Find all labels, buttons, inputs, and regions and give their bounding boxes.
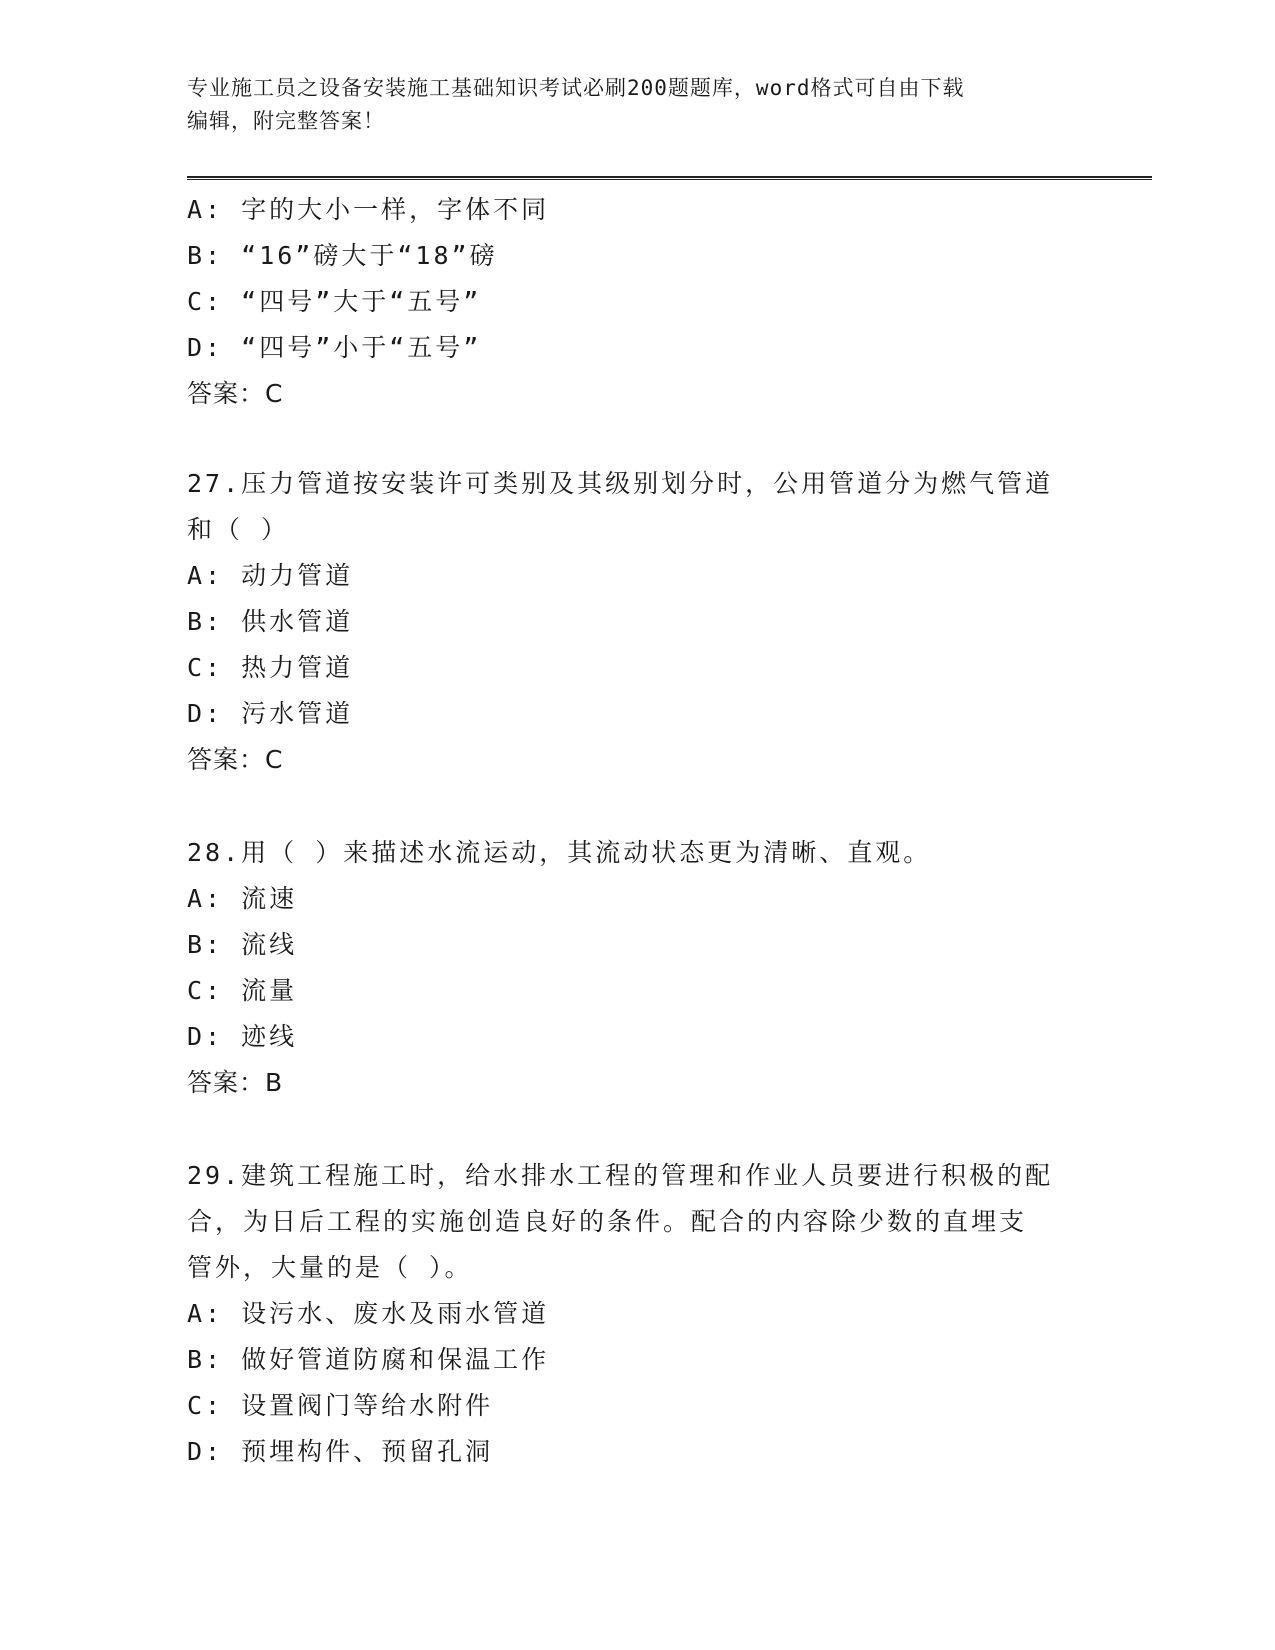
option-d: D: “四号”小于“五号” bbox=[187, 333, 482, 362]
question-text: 和（ ） bbox=[187, 515, 290, 544]
document-header bbox=[187, 72, 1067, 138]
question-text: 管外，大量的是（ ）。 bbox=[187, 1253, 473, 1282]
option-c: C: 热力管道 bbox=[187, 653, 354, 682]
header-line-1: 专业施工员之设备安装施工基础知识考试必刷200题题库，word格式可自由下载 bbox=[187, 76, 965, 100]
question-28 bbox=[187, 830, 1087, 1106]
question-text: 29.建筑工程施工时，给水排水工程的管理和作业人员要进行积极的配 bbox=[187, 1161, 1054, 1190]
option-d: D: 污水管道 bbox=[187, 699, 354, 728]
option-b: B: 流线 bbox=[187, 930, 298, 959]
option-a: A: 字的大小一样，字体不同 bbox=[187, 195, 550, 224]
answer: 答案：C bbox=[187, 379, 284, 408]
answer: 答案：C bbox=[187, 745, 284, 774]
question-text: 合，为日后工程的实施创造良好的条件。配合的内容除少数的直埋支 bbox=[187, 1207, 1028, 1236]
question-text: 27.压力管道按安装许可类别及其级别划分时，公用管道分为燃气管道 bbox=[187, 469, 1054, 498]
option-c: C: 流量 bbox=[187, 976, 298, 1005]
spacer bbox=[187, 1106, 1087, 1153]
option-a: A: 动力管道 bbox=[187, 561, 354, 590]
question-29 bbox=[187, 1153, 1087, 1475]
spacer bbox=[187, 417, 1087, 461]
option-c: C: “四号”大于“五号” bbox=[187, 287, 482, 316]
question-26 bbox=[187, 187, 1087, 417]
option-d: D: 预埋构件、预留孔洞 bbox=[187, 1437, 494, 1466]
option-c: C: 设置阀门等给水附件 bbox=[187, 1391, 494, 1420]
spacer bbox=[187, 783, 1087, 830]
option-a: A: 流速 bbox=[187, 884, 298, 913]
question-list bbox=[187, 187, 1087, 1475]
option-a: A: 设污水、废水及雨水管道 bbox=[187, 1299, 550, 1328]
option-d: D: 迹线 bbox=[187, 1022, 298, 1051]
answer: 答案：B bbox=[187, 1068, 284, 1097]
header-divider bbox=[187, 176, 1152, 180]
header-line-2: 编辑，附完整答案！ bbox=[187, 109, 385, 133]
option-b: B: 做好管道防腐和保温工作 bbox=[187, 1345, 550, 1374]
question-text: 28.用（ ）来描述水流运动，其流动状态更为清晰、直观。 bbox=[187, 838, 932, 867]
option-b: B: 供水管道 bbox=[187, 607, 354, 636]
option-b: B: “16”磅大于“18”磅 bbox=[187, 241, 498, 270]
question-27 bbox=[187, 461, 1087, 783]
